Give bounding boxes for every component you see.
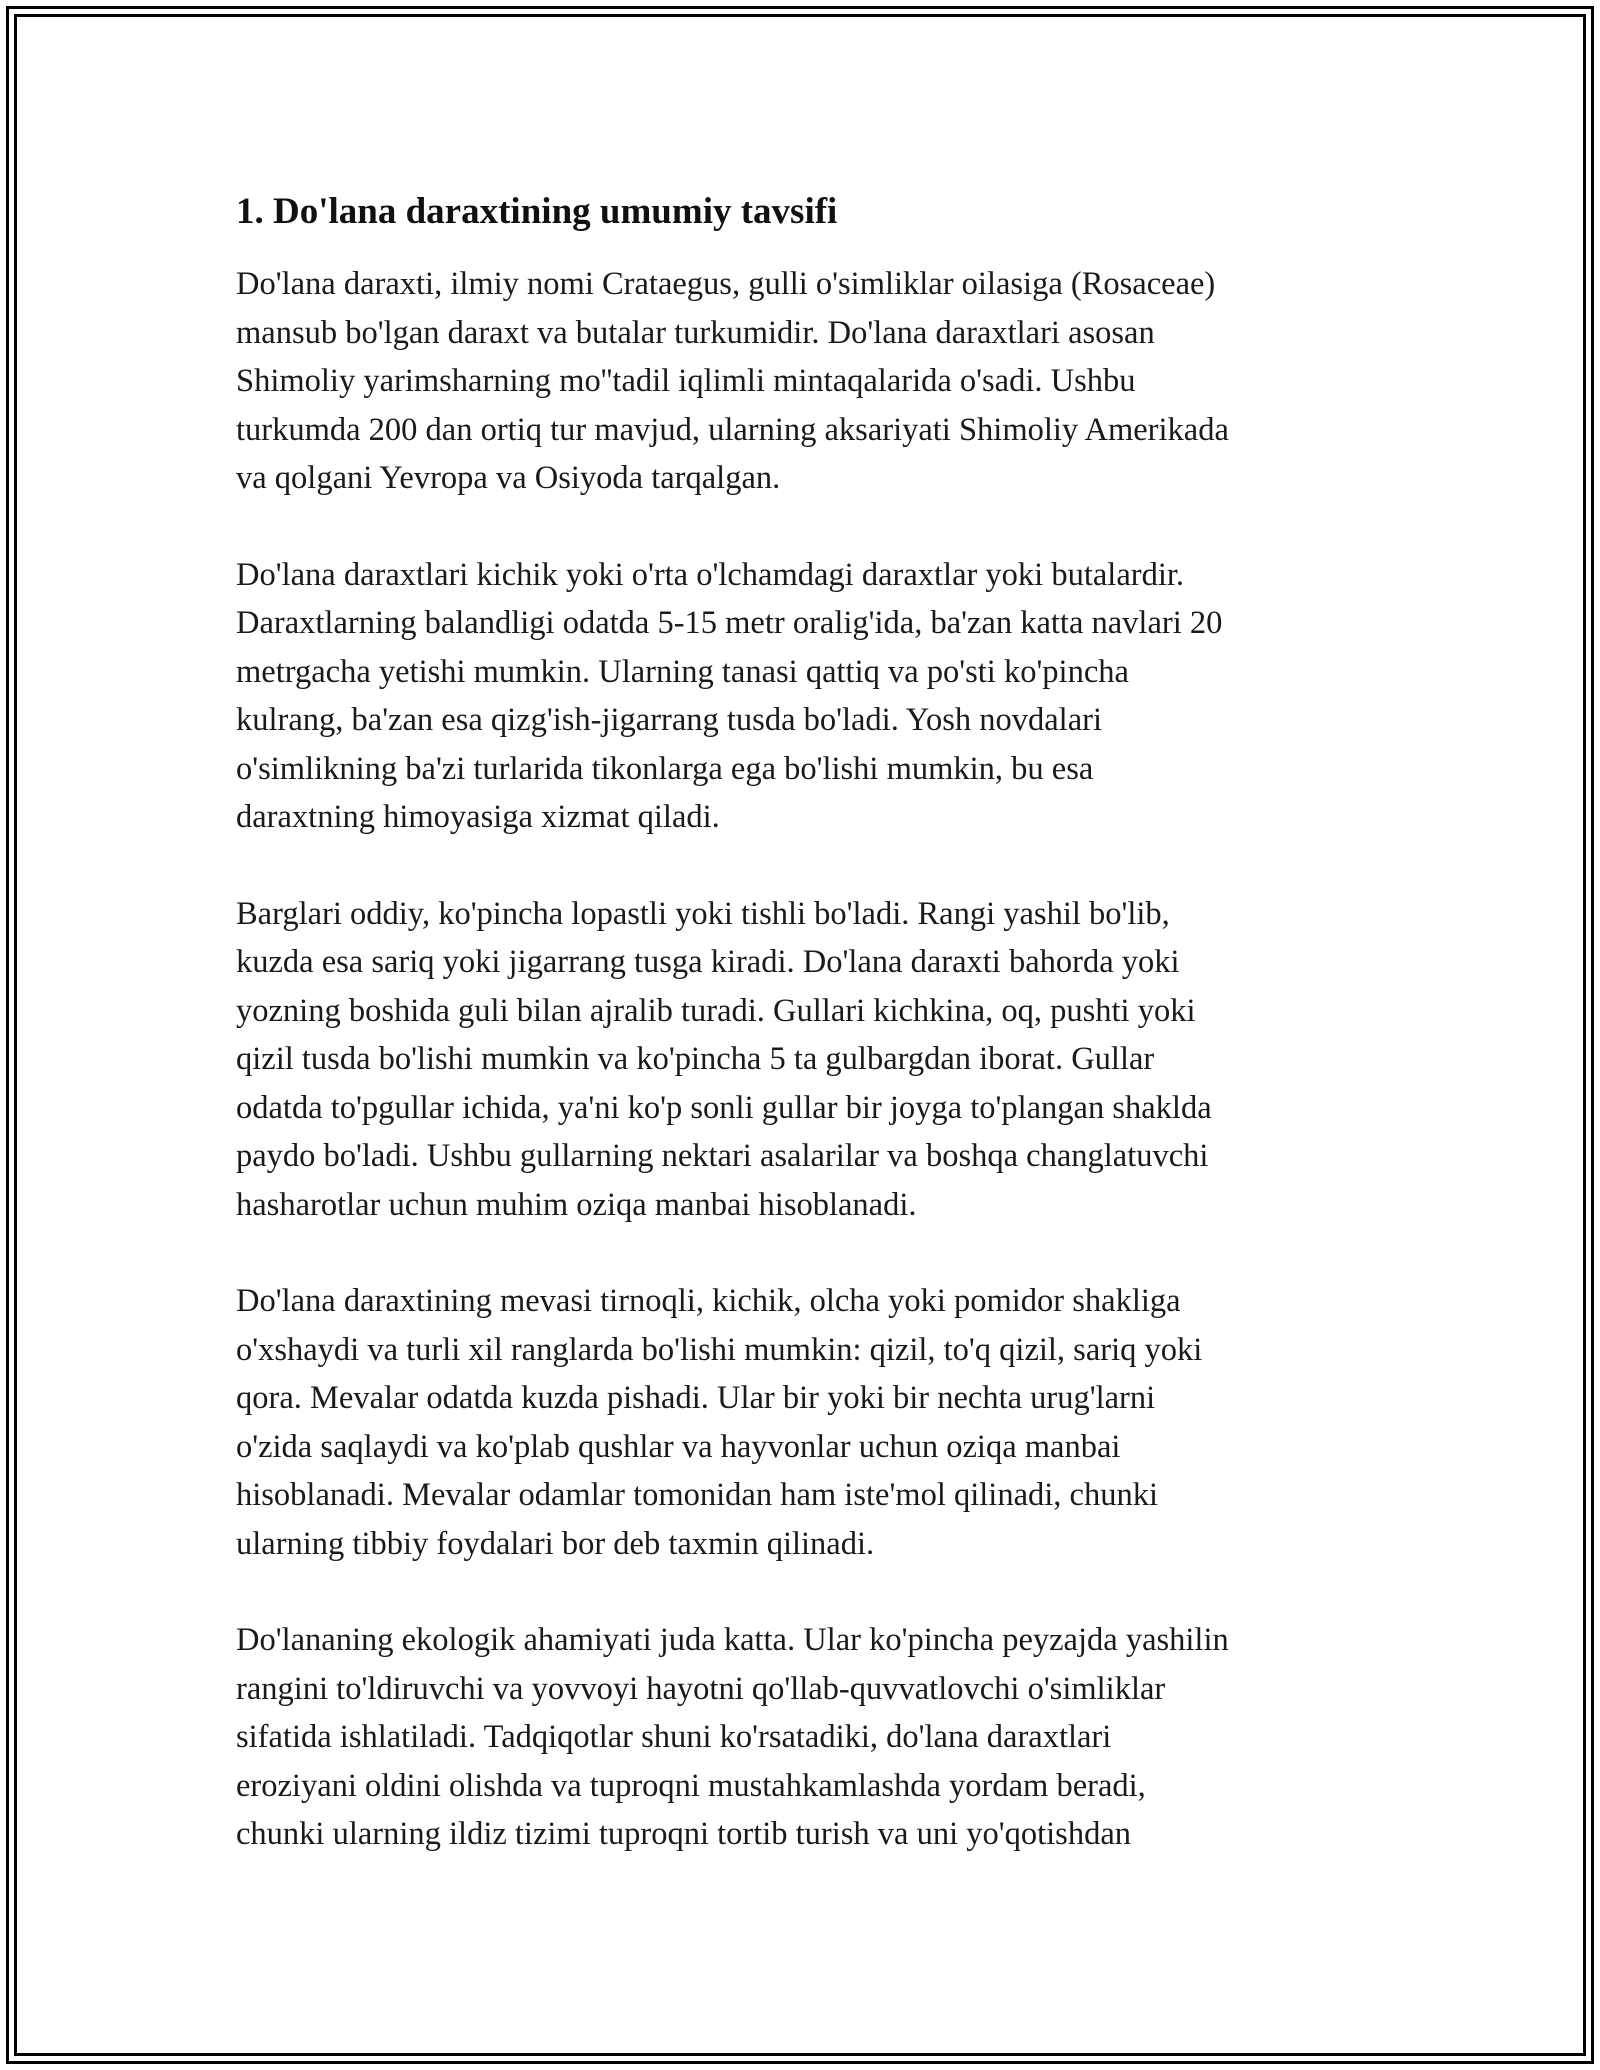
document-body (236, 186, 1376, 1907)
paragraph-line: o'xshaydi va turli xil ranglarda bo'lishi mumkin: qizil, to'q qizil, sariq yoki (236, 1331, 1203, 1368)
paragraph-5 (236, 1616, 1376, 1859)
paragraph-1 (236, 260, 1376, 503)
paragraph-line: Shimoliy yarimsharning mo''tadil iqlimli mintaqalarida o'sadi. Ushbu (236, 363, 1136, 399)
paragraph-line: Daraxtlarning balandligi odatda 5-15 metr oralig'ida, ba'zan katta navlari 20 (236, 605, 1223, 641)
paragraph-line: va qolgani Yevropa va Osiyoda tarqalgan. (236, 460, 781, 496)
paragraph-line: hasharotlar uchun muhim oziqa manbai hisoblanadi. (236, 1186, 917, 1223)
paragraph-3 (236, 890, 1376, 1230)
paragraph-line: qizil tusda bo'lishi mumkin va ko'pincha 5 ta gulbargdan iborat. Gullar (236, 1041, 1155, 1077)
paragraph-line: odatda to'pgullar ichida, ya'ni ko'p sonli gullar bir joyga to'plangan shaklda (236, 1089, 1212, 1126)
paragraph-2 (236, 551, 1376, 842)
paragraph-line: o'zida saqlaydi va ko'plab qushlar va hayvonlar uchun oziqa manbai (236, 1428, 1121, 1465)
paragraph-line: ularning tibbiy foydalari bor deb taxmin qilinadi. (236, 1525, 875, 1562)
paragraph-line: hisoblanadi. Mevalar odamlar tomonidan ham iste'mol qilinadi, chunki (236, 1477, 1158, 1513)
paragraph-line: yozning boshida guli bilan ajralib turadi. Gullari kichkina, oq, pushti yoki (236, 992, 1196, 1029)
paragraph-line: kuzda esa sariq yoki jigarrang tusga kiradi. Do'lana daraxti bahorda yoki (236, 944, 1180, 980)
paragraph-line: sifatida ishlatiladi. Tadqiqotlar shuni ko'rsatadiki, do'lana daraxtlari (236, 1719, 1112, 1755)
paragraph-line: Do'lana daraxti, ilmiy nomi Crataegus, gulli o'simliklar oilasiga (Rosaceae) (236, 266, 1216, 302)
paragraph-line: eroziyani oldini olishda va tuproqni mustahkamlashda yordam beradi, (236, 1767, 1146, 1804)
paragraph-line: qora. Mevalar odatda kuzda pishadi. Ular bir yoki bir nechta urug'larni (236, 1380, 1156, 1416)
paragraph-line: mansub bo'lgan daraxt va butalar turkumidir. Do'lana daraxtlari asosan (236, 314, 1155, 351)
paragraph-line: daraxtning himoyasiga xizmat qiladi. (236, 799, 720, 835)
paragraph-4 (236, 1277, 1376, 1568)
paragraph-line: Do'lananing ekologik ahamiyati juda katta. Ular ko'pincha peyzajda yashilin (236, 1622, 1229, 1658)
section-heading: 1. Do'lana daraxtining umumiy tavsifi (236, 191, 838, 232)
paragraph-line: metrgacha yetishi mumkin. Ularning tanasi qattiq va po'sti ko'pincha (236, 653, 1129, 690)
paragraph-line: rangini to'ldiruvchi va yovvoyi hayotni qo'llab-quvvatlovchi o'simliklar (236, 1670, 1166, 1707)
paragraph-line: paydo bo'ladi. Ushbu gullarning nektari asalarilar va boshqa changlatuvchi (236, 1138, 1209, 1174)
paragraph-line: Barglari oddiy, ko'pincha lopastli yoki tishli bo'ladi. Rangi yashil bo'lib, (236, 895, 1170, 932)
paragraph-line: o'simlikning ba'zi turlarida tikonlarga ega bo'lishi mumkin, bu esa (236, 750, 1094, 787)
paragraph-line: Do'lana daraxtining mevasi tirnoqli, kichik, olcha yoki pomidor shakliga (236, 1283, 1181, 1319)
paragraph-line: Do'lana daraxtlari kichik yoki o'rta o'lchamdagi daraxtlar yoki butalardir. (236, 556, 1185, 593)
paragraph-line: kulrang, ba'zan esa qizg'ish-jigarrang tusda bo'ladi. Yosh novdalari (236, 702, 1102, 738)
paragraph-line: chunki ularning ildiz tizimi tuproqni tortib turish va uni yo'qotishdan (236, 1816, 1131, 1852)
paragraph-line: turkumda 200 dan ortiq tur mavjud, ularning aksariyati Shimoliy Amerikada (236, 411, 1229, 448)
